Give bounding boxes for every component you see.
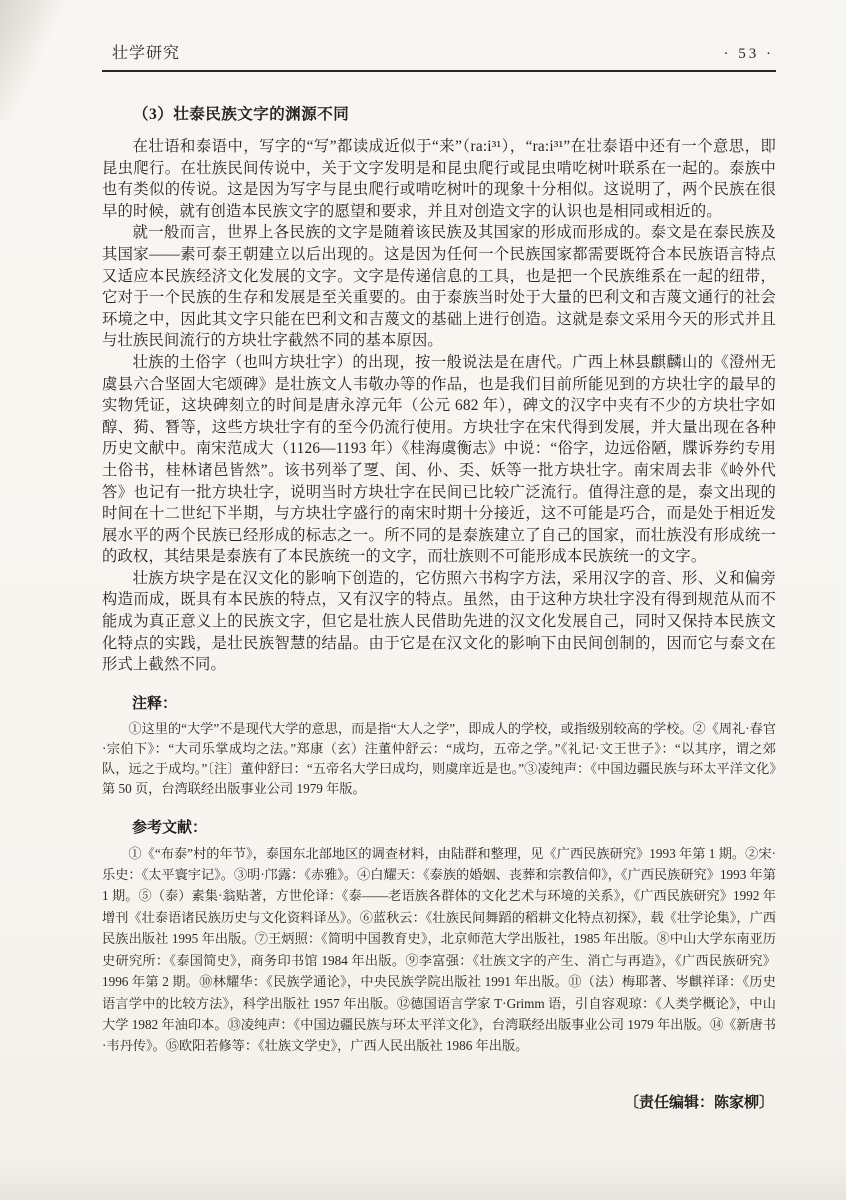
references-heading: 参考文献： — [132, 819, 208, 836]
references-body: ①《“布泰”村的年节》，泰国东北部地区的调查材料，由陆群和整理，见《广西民族研究》1993 年第 1 期。②宋·乐史：《太平寰宇记》。③明·邝露：《赤雅》。④白耀天：《泰族的婚姻、丧葬和宗教信仰》，《广西民族研究》1993 年第 1 期。⑤（泰）素集·翁贴著，方世伦译：《泰——老语族各群体的文化艺术与环境的关系》，《广西民族研究》1992 年增刊《壮泰语诸民族历史与文化资料译丛》。⑥蓝秋云：《壮族民间舞蹈的稻耕文化特点初探》，载《壮学论集》，广西民族出版社 1995 年出版。⑦王炳照：《简明中国教育史》，北京师范大学出版社，1985 年出版。⑧中山大学东南亚历史研究所：《泰国简史》，商务印书馆 1984 年出版。⑨李富强：《壮族文字的产生、消亡与再造》，《广西民族研究》1996 年第 2 期。⑩林耀华：《民族学通论》，中央民族学院出版社 1991 年出版。⑪（法）梅耶著、岑麒祥译：《历史语言学中的比较方法》，科学出版社 1957 年出版。⑫德国语言学家 T·Grimm 语，引自容观琼：《人类学概论》，中山大学 1982 年油印本。⑬凌纯声：《中国边疆民族与环太平洋文化》，台湾联经出版事业公司 1979 年出版。⑭《新唐书·韦丹传》。⑮欧阳若修等：《壮族文学史》，广西人民出版社 1986 年出版。 — [102, 845, 776, 1054]
paragraph: 就一般而言，世界上各民族的文字是随着该民族及其国家的形成而形成的。泰文是在泰民族及其国家——素可泰王朝建立以后出现的。这是因为任何一个民族国家都需要既符合本民族语言特点又适应本民族经济文化发展的文字。文字是传递信息的工具，也是把一个民族维系在一起的纽带，它对于一个民族的生存和发展是至关重要的。由于泰族当时处于大量的巴利文和吉蔑文通行的社会环境之中，因此其文字只能在巴利文和吉蔑文的基础上进行创造。这就是泰文采用今天的形式并且与壮族民间流行的方块壮字截然不同的基本原因。 — [102, 224, 776, 350]
header-rule — [102, 70, 776, 72]
paragraph: 在壮语和泰语中，写字的“写”都读成近似于“来”（ra:i³¹），“ra:i³¹”在壮泰语中还有一个意思，即昆虫爬行。在壮族民间传说中，关于文字发明是和昆虫爬行或昆虫啃吃树叶联系在一起的。泰族中也有类似的传说。这是因为写字与昆虫爬行或啃吃树叶的现象十分相似。这说明了，两个民族在很早的时候，就有创造本民族文字的愿望和要求，并且对创造文字的认识也是相同或相近的。 — [102, 138, 776, 220]
section-heading: （3）壮泰民族文字的渊源不同 — [133, 106, 350, 123]
running-head — [102, 40, 776, 63]
notes-heading: 注释： — [132, 695, 178, 712]
notes-body: ①这里的“大学”不是现代大学的意思，而是指“大人之学”，即成人的学校，或指级别较高的学校。②《周礼·春官·宗伯下》：“大司乐掌成均之法。”郑康（玄）注董仲舒云：“成均，五帝之学。”《礼记·文王世子》：“以其序，谓之郊队，远之于成均。”〔注〕董仲舒曰：“五帝名大学曰成均，则虞庠近是也。”③凌纯声：《中国边疆民族与环太平洋文化》第 50 页，台湾联经出版事业公司 1979 年版。 — [102, 720, 777, 797]
page-number: · 53 · — [723, 46, 774, 62]
responsible-editor: 〔责任编辑：陈家柳〕 — [623, 1094, 774, 1111]
scan-bottom-shade — [0, 1160, 846, 1200]
paragraph: 壮族的土俗字（也叫方块壮字）的出现，按一般说法是在唐代。广西上林县麒麟山的《澄州无虞县六合坚固大宅颂碑》是壮族文人韦敬办等的作品，也是我们目前所能见到的方块壮字的最早的实物凭证，这块碑刻立的时间是唐永淳元年（公元 682 年），碑文的汉字中夹有不少的方块壮字如醇、㺃、朁等，这些方块壮字有的至今仍流行使用。方块壮字在宋代得到发展，并大量出现在各种历史文献中。南宋范成大（1126—1193 年）《桂海虞衡志》中说：“俗字，边远俗陋，牒诉券约专用土俗书，桂林诸邑皆然”。该书列举了覂、闰、仦、奀、妖等一批方块壮字。南宋周去非《岭外代答》也记有一批方块壮字，说明当时方块壮字在民间已比较广泛流行。值得注意的是，泰文出现的时间在十二世纪下半期，与方块壮字盛行的南宋时期十分接近，这不可能是巧合，而是处于相近发展水平的两个民族已经形成的标志之一。所不同的是泰族建立了自己的国家，而壮族没有形成统一的政权，其结果是泰族有了本民族统一的文字，而壮族则不可能形成本民族统一的文字。 — [102, 353, 776, 566]
paragraph: 壮族方块字是在汉文化的影响下创造的，它仿照六书构字方法，采用汉字的音、形、义和偏旁构造而成，既具有本民族的特点，又有汉字的特点。虽然，由于这种方块壮字没有得到规范从而不能成为真正意义上的民族文字，但它是壮族人民借助先进的汉文化发展自己，同时又保持本民族文化特点的实践，是壮民族智慧的结晶。由于它是在汉文化的影响下由民间创制的，因而它与泰文在形式上截然不同。 — [102, 569, 776, 674]
journal-title: 壮学研究 — [112, 45, 181, 62]
article-body — [102, 136, 776, 676]
